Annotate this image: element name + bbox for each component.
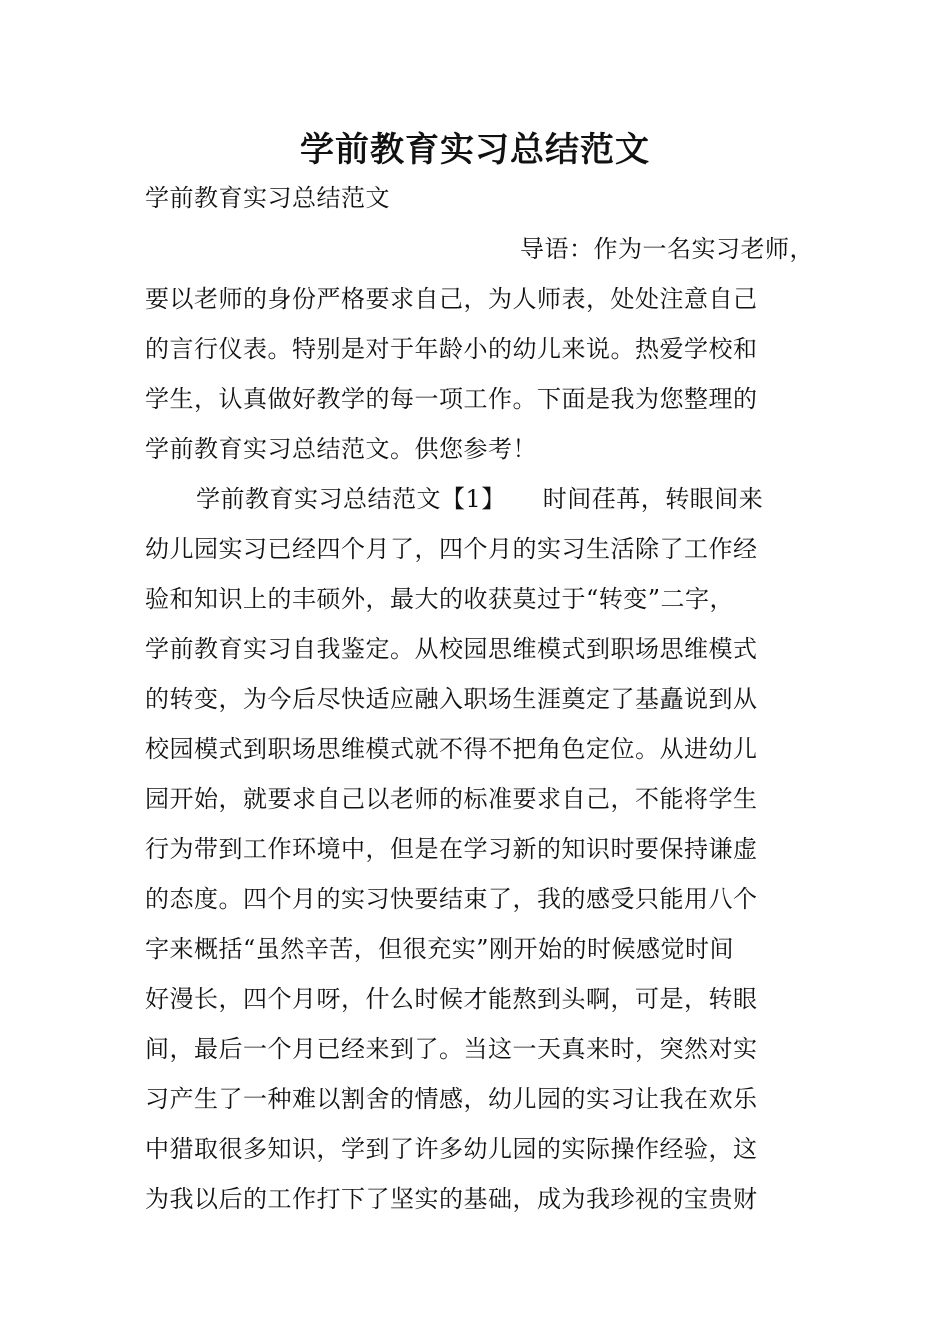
body-line: 中猎取很多知识，学到了许多幼儿园的实际操作经验，这 <box>145 1135 758 1163</box>
body-line: 习产生了一种难以割舍的情感，幼儿园的实习让我在欢乐 <box>145 1085 758 1113</box>
body-line: 园开始，就要求自己以老师的标准要求自己，不能将学生 <box>145 785 758 813</box>
section-heading-line: 学前教育实习总结范文【1】 时间荏苒，转眼间来 <box>196 485 764 513</box>
body-line: 学前教育实习总结范文。供您参考！ <box>145 435 537 463</box>
body-line: 幼儿园实习已经四个月了，四个月的实习生活除了工作经 <box>145 535 758 563</box>
body-line: 学前教育实习自我鉴定。从校园思维模式到职场思维模式 <box>145 635 758 663</box>
document-subtitle: 学前教育实习总结范文 <box>145 184 390 212</box>
body-line: 行为带到工作环境中，但是在学习新的知识时要保持谦虚 <box>145 835 758 863</box>
body-line: 校园模式到职场思维模式就不得不把角色定位。从进幼儿 <box>145 735 758 763</box>
body-line: 验和知识上的丰硕外，最大的收获莫过于“转变”二字， <box>145 585 735 613</box>
body-line: 要以老师的身份严格要求自己，为人师表，处处注意自己 <box>145 285 758 313</box>
body-line: 好漫长，四个月呀，什么时候才能熬到头啊，可是，转眼 <box>145 985 758 1013</box>
body-line: 学生，认真做好教学的每一项工作。下面是我为您整理的 <box>145 385 758 413</box>
body-line: 的转变，为今后尽快适应融入职场生涯奠定了基矗说到从 <box>145 685 758 713</box>
document-title: 学前教育实习总结范文 <box>300 130 650 170</box>
body-line: 字来概括“虽然辛苦，但很充实”刚开始的时候感觉时间 <box>145 935 735 963</box>
body-line: 的言行仪表。特别是对于年龄小的幼儿来说。热爱学校和 <box>145 335 758 363</box>
body-line: 间，最后一个月已经来到了。当这一天真来时，突然对实 <box>145 1035 758 1063</box>
body-line: 为我以后的工作打下了坚实的基础，成为我珍视的宝贵财 <box>145 1185 758 1213</box>
intro-line: 导语：作为一名实习老师， <box>520 235 814 263</box>
body-line: 的态度。四个月的实习快要结束了，我的感受只能用八个 <box>145 885 758 913</box>
